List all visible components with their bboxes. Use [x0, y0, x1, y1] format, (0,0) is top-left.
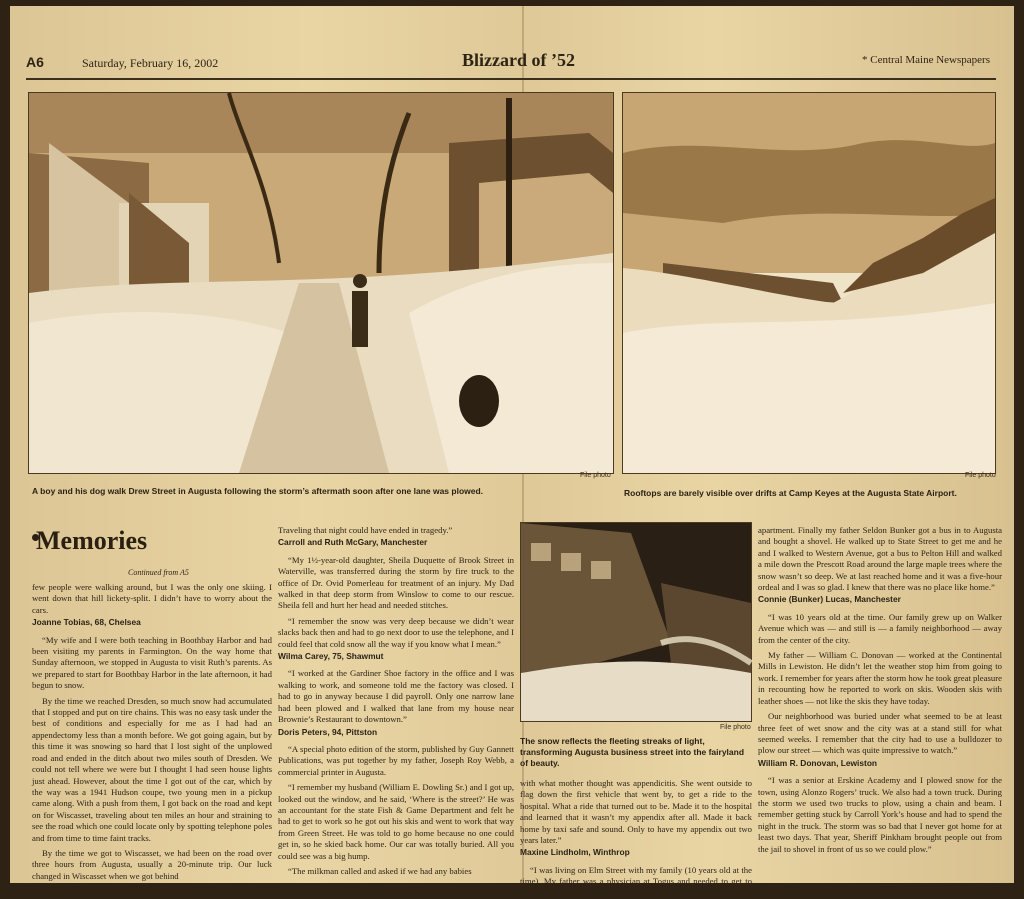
photo3-caption: The snow reflects the fleeting streaks of light, transforming Augusta business street into the fairyland of beauty. [520, 736, 745, 768]
article-column-4 [758, 525, 1002, 878]
page-number: A6 [26, 54, 44, 70]
byline: Connie (Bunker) Lucas, Manchester [758, 594, 901, 605]
photo-business-street [520, 522, 752, 722]
photo1-caption: A boy and his dog walk Drew Street in Augusta following the storm’s aftermath soon after one lane was plowed. [32, 486, 484, 496]
byline: Maxine Lindholm, Winthrop [520, 847, 630, 858]
article-column-2 [278, 525, 514, 878]
byline: William R. Donovan, Lewiston [758, 757, 878, 768]
article-column-1 [32, 582, 272, 881]
byline: Joanne Tobias, 68, Chelsea [32, 617, 141, 628]
photo2-caption: Rooftops are barely visible over drifts at Camp Keyes at the Augusta State Airport. [624, 488, 957, 498]
article-paragraph: Our neighborhood was buried under what seemed to be at least three feet of wet snow and the city was at a stand still for what seemed weeks. I remember that the city had to use a bulldozer to plow our street — which was quite impressive to watch.” [758, 711, 1002, 756]
article-paragraph: “A special photo edition of the storm, published by Guy Gannett Publications, was put together by my father, Joseph Roy Webb, a commercial printer in Augusta. [278, 743, 514, 777]
continued-line: Continued from A5 [128, 568, 189, 577]
article-paragraph: By the time we reached Dresden, so much snow had accumulated that I stopped and put on tire chains. This was no easy task under the best of conditions and especially for me as I had had an appendectomy less than a month before. We got going again, but by this time it was snowing so hard that I lost sight of the unplowed road and ended in the ditch about two miles south of Dresden. We could not tell where we were but I thought I had seen house lights just ahead. However, about the time I got out of the car, which by the way was a 1941 Hudson coupe, two young men in a pickup came along. With a push from them, I got back on the road and kept on for Wiscasset, traveling about ten miles an hour and straining to see the road which one could locate only by spotting telephone poles and from time to time faint tracks. [32, 695, 272, 843]
photo2-credit: File photo [965, 472, 996, 479]
newspaper-page [10, 6, 1014, 898]
article-paragraph: By the time we got to Wiscasset, we had been on the road over three hours from Augusta, usually a 20-minute trip. Our luck changed in Wiscasset when we got behind [32, 847, 272, 881]
photo1-credit: File photo [580, 472, 611, 479]
article-paragraph: “My 1½-year-old daughter, Sheila Duquette of Brook Street in Waterville, was transferred during the storm by fire truck to the office of Dr. Ovid Pomerleau for treatment of an injury. My Dad walked in that deep storm from Winslow to come to our rescue. Sheila fell and hurt her head and needed stitches. [278, 554, 514, 611]
article-paragraph: “My wife and I were both teaching in Boothbay Harbor and had been visiting my parents in Farmington. On the way home that Sunday afternoon, we stopped in Augusta to visit Ruth’s parents. As we prepared to start for Boothbay Harbor in the late afternoon, it had begun to snow. [32, 634, 272, 691]
article-column-3 [520, 778, 752, 898]
page-date: Saturday, February 16, 2002 [82, 56, 219, 70]
photo-boy-and-dog [28, 92, 614, 474]
article-paragraph: “I worked at the Gardiner Shoe factory in the office and I was walking to work, and someone told me the factory was closed. I had to go in anyway because I did payroll. Only one narrow lane had been plowed and I walked that lane from my house near Brownie’s Restaurant to downtown.” [278, 668, 514, 725]
byline: Carroll and Ruth McGary, Manchester [278, 537, 428, 548]
byline: Doris Peters, 94, Pittston [278, 726, 378, 737]
publisher-name: * Central Maine Newspapers [862, 54, 990, 66]
page-header [22, 46, 1002, 76]
article-paragraph: “I was a senior at Erskine Academy and I plowed snow for the town, using Alonzo Rogers’ truck. We also had a town truck. During the storm we used two trucks to plow, using a chain and beam. I remember getting stuck by Carroll York’s house and had to spend the night in the truck. The storm was so bad that I never got home for at least two days. That year, Sheriff Pinkham brought people out from the jail to shovel in front of us so we could plow.” [758, 775, 1002, 854]
header-rule [26, 78, 996, 80]
article-paragraph: “The milkman called and asked if we had any babies [288, 865, 472, 876]
photo3-credit: File photo [720, 724, 751, 731]
article-paragraph: My father — William C. Donovan — worked at the Continental Mills in Lewiston. He didn’t let the weather stop him from going to work. I remember for years after the storm how he took great pleasure in recounting how he reported to work on skis. Wooden skis with leather shoes — not like the skis they have today. [758, 650, 1002, 706]
section-title: Blizzard of ’52 [462, 50, 575, 70]
article-paragraph: “I was living on Elm Street with my family (10 years old at the time). My father was a physician at Togus and needed to get to work. However, the side streets didn’t [520, 864, 752, 898]
article-paragraph: with what mother thought was appendicitis. She went outside to flag down the first vehicle that went by, to get a ride to the hospital. What a ride that turned out to be. Made it to the hospital and learned that it wasn’t my appendix after all. Made it back home by taxi safe and sound. Only to have my appendix out two years later.” [520, 778, 752, 846]
article-paragraph: apartment. Finally my father Seldon Bunker got a bus in to Augusta and bought a shovel. He walked up to State Street to get me and he and I walked to Western Avenue, got a bus to Pelton Hill and walked a mile down the Prescott Road around the large maple trees where the snow wasn’t so deep. We at last reached home and it was a five-hour ordeal and I was so glad. I knew that there was no place like home.” [758, 525, 1002, 593]
byline: Wilma Carey, 75, Shawmut [278, 651, 384, 662]
article-paragraph: “I remember the snow was very deep because we didn’t wear slacks back then and had to go next door to use the telephone, and I could feel that cold snow all the way if you know what I mean.” [278, 615, 514, 649]
article-heading: Memories [36, 526, 148, 555]
photo-camp-keyes-drifts [622, 92, 996, 474]
article-paragraph: “I remember my husband (William E. Dowling Sr.) and I got up, looked out the window, and he said, ‘Where is the street?’ He was an accountant for the state Fish & Game Department and felt he had to get to work so he got out his skis and went to work that way from Green Street. He was told to go home because no one could get in, so he skied back home. Our car was totally buried. All you could see was a big hump. [278, 782, 514, 861]
article-paragraph: “I was 10 years old at the time. Our family grew up on Walker Avenue which was — and still is — a family neighborhood — away from the center of the city. [758, 611, 1002, 645]
article-paragraph: few people were walking around, but I was the only one skiing. I went down that hill lickety-split. I didn’t have to worry about the cars. [32, 582, 272, 615]
article-paragraph: Traveling that night could have ended in tragedy.” [278, 525, 453, 535]
